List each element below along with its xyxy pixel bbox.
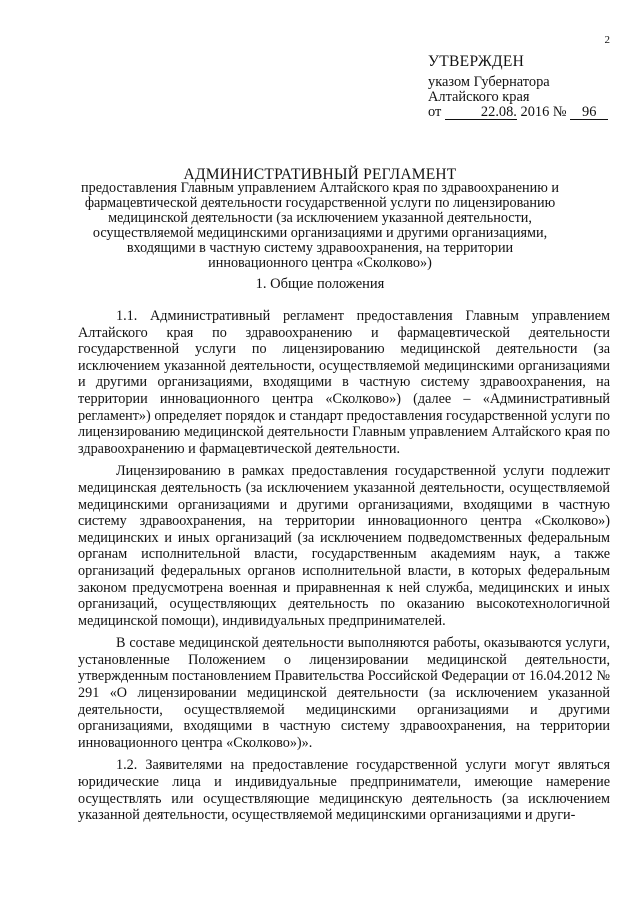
approval-line-2: Алтайского края	[428, 89, 530, 105]
approval-year-label: 2016 №	[520, 104, 567, 120]
section-heading: 1. Общие положения	[255, 276, 385, 292]
paragraph-composition: В составе медицинской деятельности выполняются работы, оказываются услуги, установленные Положением о лицензировании медицинской деятельности, утвержденным постановлением Правительства Российской Федерации от 16.04.2012 № 291 «О лицензировании медицинской деятельности (за исключением указанной деятельности, осуществляемой медицинскими организациями и другими организациями, входящими в частную систему здравоохранения, на территории инновационного центра «Сколково»)».	[78, 635, 610, 751]
approval-line-1: указом Губернатора	[428, 74, 550, 90]
approval-date-line	[428, 105, 608, 120]
approval-number: 96	[570, 105, 608, 120]
approval-from-label: от	[428, 104, 442, 120]
approval-block	[428, 54, 608, 120]
document-body	[78, 308, 610, 830]
page-number: 2	[604, 34, 610, 46]
approval-date: 22.08.	[445, 105, 517, 120]
approval-heading: УТВЕРЖДЕН	[428, 53, 525, 70]
document-subtitle: предоставления Главным управлением Алтайского края по здравоохранению и фармацевтической деятельности государственной услуги по лицензированию медицинской деятельности (за исключением указанной деятельности, осуществляемой медицинскими организациями и другими организациями, входящими в частную систему здравоохранения, на территории инновационного центра «Сколково»)	[81, 180, 559, 271]
paragraph-1-1: 1.1. Административный регламент предоставления Главным управлением Алтайского края по здравоохранению и фармацевтической деятельности государственной услуги по лицензированию медицинской деятельности (за исключением указанной деятельности, осуществляемой медицинскими организациями и другими организациями, входящими в частную систему здравоохранения, на территории инновационного центра «Сколково») (далее – «Административный регламент») определяет порядок и стандарт предоставления государственной услуги по лицензированию медицинской деятельности Главным управлением Алтайского края по здравоохранению и фармацевтической деятельности.	[78, 308, 610, 457]
document-title: АДМИНИСТРАТИВНЫЙ РЕГЛАМЕНТ	[183, 166, 457, 183]
paragraph-1-2: 1.2. Заявителями на предоставление государственной услуги могут являться юридические лица и индивидуальные предприниматели, имеющие намерение осуществлять или осуществляющие медицинскую деятельность (за исключением указанной деятельности, осуществляемой медицинскими организациями и други-	[78, 757, 610, 824]
paragraph-licensing: Лицензированию в рамках предоставления государственной услуги подлежит медицинская деятельность (за исключением указанной деятельности, осуществляемой медицинскими организациями и другими организациями, входящими в частную систему здравоохранения, на территории инновационного центра «Сколково») медицинских и иных организаций (за исключением подведомственных федеральным органам исполнительной власти, государственным академиям наук, а также организаций федеральных органов исполнительной власти, в которых федеральным законом предусмотрена военная и приравненная к ней служба, медицинских и иных организаций, осуществляющих деятельность по оказанию высокотехнологичной медицинской помощи), индивидуальных предпринимателей.	[78, 463, 610, 629]
